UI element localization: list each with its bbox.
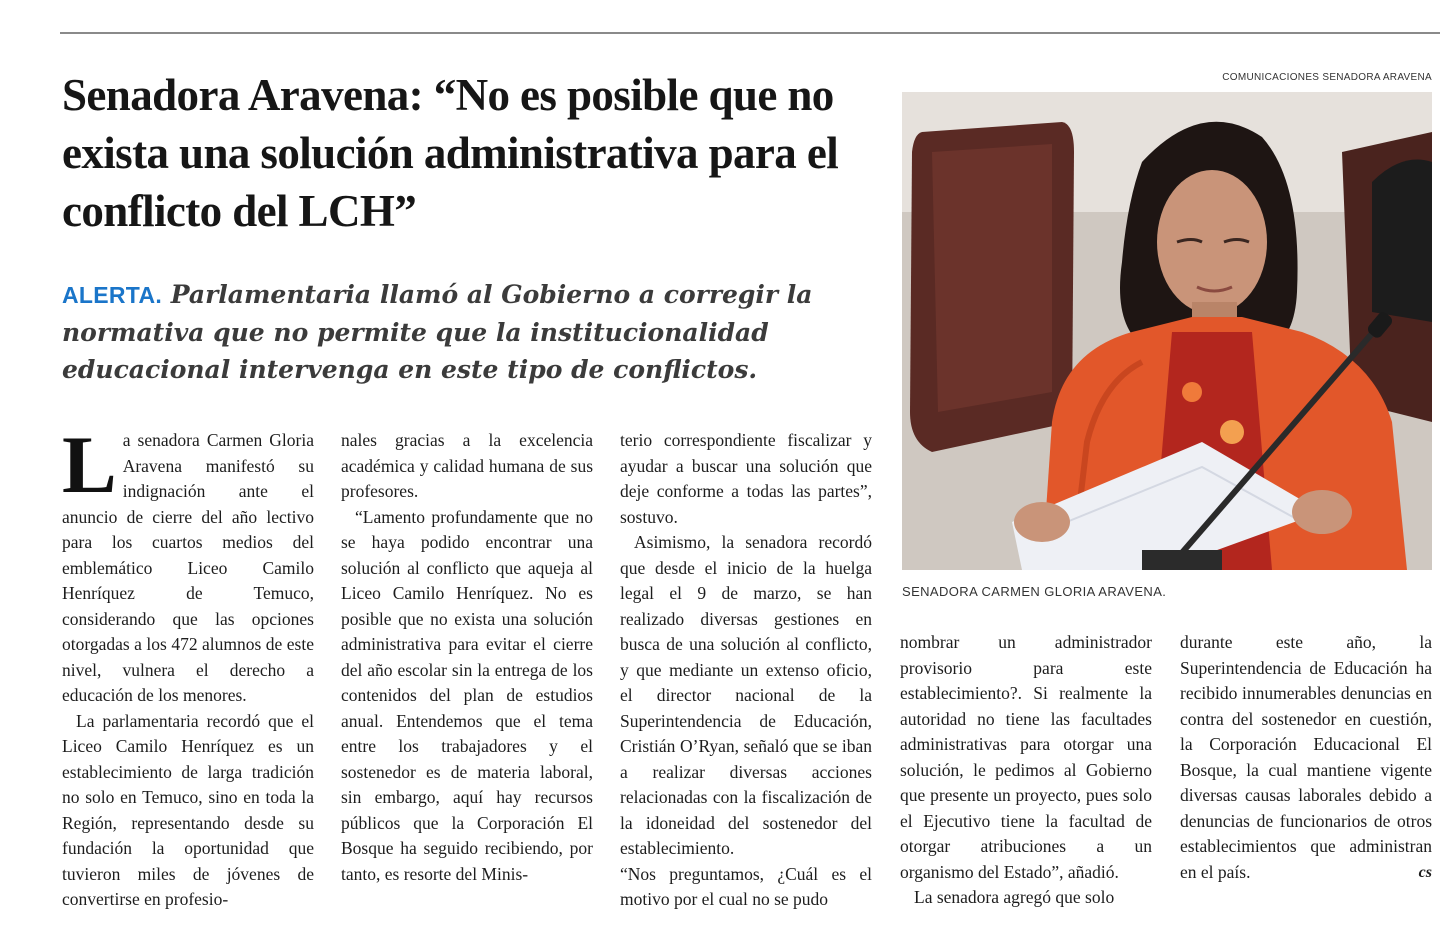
- photo-caption: SENADORA CARMEN GLORIA ARAVENA.: [902, 584, 1167, 599]
- body-column-5: [1180, 630, 1432, 885]
- senator-photo-illustration: [902, 92, 1432, 570]
- photo-credit: COMUNICACIONES SENADORA ARAVENA: [1222, 72, 1432, 83]
- body-column-3: [620, 428, 872, 913]
- body-column-2: [341, 428, 593, 887]
- deck-kicker: ALERTA.: [62, 282, 163, 308]
- paragraph: “Lamento profundamente que no se haya podido encontrar una solución al conflicto que aqueja al Liceo Camilo Henríquez. No es posible que no exista una solución administrativa para evitar el cierre del año escolar sin la entrega de los contenidos del plan de estudios anual. Entendemos que el tema entre los trabajadores y el sostenedor es de materia laboral, sin embargo, aquí hay recursos públicos que la Corporación El Bosque ha seguido recibiendo, por tanto, es resorte del Minis-: [341, 506, 593, 884]
- drop-cap: L: [62, 419, 117, 510]
- paragraph: [1180, 630, 1432, 885]
- headline: Senadora Aravena: “No es posible que no exista una solución administrativa para el conflicto del LCH”: [62, 70, 839, 236]
- paragraph: “Nos preguntamos, ¿Cuál es el motivo por el cual no se pudo: [620, 863, 872, 909]
- end-mark: cs: [1418, 863, 1432, 881]
- paragraph: nales gracias a la excelencia académica y calidad humana de sus profesores.: [341, 430, 593, 501]
- paragraph: terio correspondiente fiscalizar y ayudar a buscar una solución que deje conforme a todas las partes”, sostuvo.: [620, 430, 872, 527]
- article-photo: [902, 92, 1432, 570]
- paragraph: La senadora agregó que solo: [914, 887, 1115, 907]
- body-column-1: [62, 419, 314, 913]
- paragraph: La parlamentaria recordó que el Liceo Camilo Henríquez es un establecimiento de larga tradición no solo en Temuco, sino en toda la Región, representando desde su fundación la oportunidad que tuvieron miles de jóvenes de convertirse en profesio-: [62, 710, 314, 909]
- paragraph: Asimismo, la senadora recordó que desde el inicio de la huelga legal el 9 de marzo, se han realizado diversas gestiones en busca de una solución al conflicto, y que mediante un extenso oficio, el director nacional de la Superintendencia de Educación, Cristián O’Ryan, señaló que se iban a realizar diversas acciones relacionadas con la fiscalización de la idoneidad del sostenedor del establecimiento.: [620, 532, 872, 858]
- deck-text: Parlamentaria llamó al Gobierno a corregir la normativa que no permite que la institucionalidad educacional intervenga en este tipo de conflictos.: [62, 280, 813, 384]
- paragraph-text: durante este año, la Superintendencia de Educación ha recibido innumerables denuncias en contra del sostenedor en cuestión, la Corporación Educacional El Bosque, la cual mantiene vigente diversas causas laborales debido a denuncias de funcionarios de otros establecimientos que administran en el país.: [1180, 632, 1432, 882]
- paragraph: a senadora Carmen Gloria Aravena manifestó su indignación ante el anuncio de cierre del año lectivo para los cuartos medios del emblemático Liceo Camilo Henríquez de Temuco, considerando que las opciones otorgadas a los 472 alumnos de este nivel, vulnera el derecho a educación de los menores.: [62, 430, 314, 705]
- paragraph: nombrar un administrador provisorio para este establecimiento?. Si realmente la autoridad no tiene las facultades administrativas para otorgar una solución, le pedimos al Gobierno que presente un proyecto, pues solo el Ejecutivo tiene la facultad de otorgar atribuciones a un organismo del Estado”, añadió.: [900, 632, 1152, 882]
- deck: [62, 276, 862, 388]
- top-rule: [60, 32, 1440, 34]
- body-column-4: [900, 630, 1152, 911]
